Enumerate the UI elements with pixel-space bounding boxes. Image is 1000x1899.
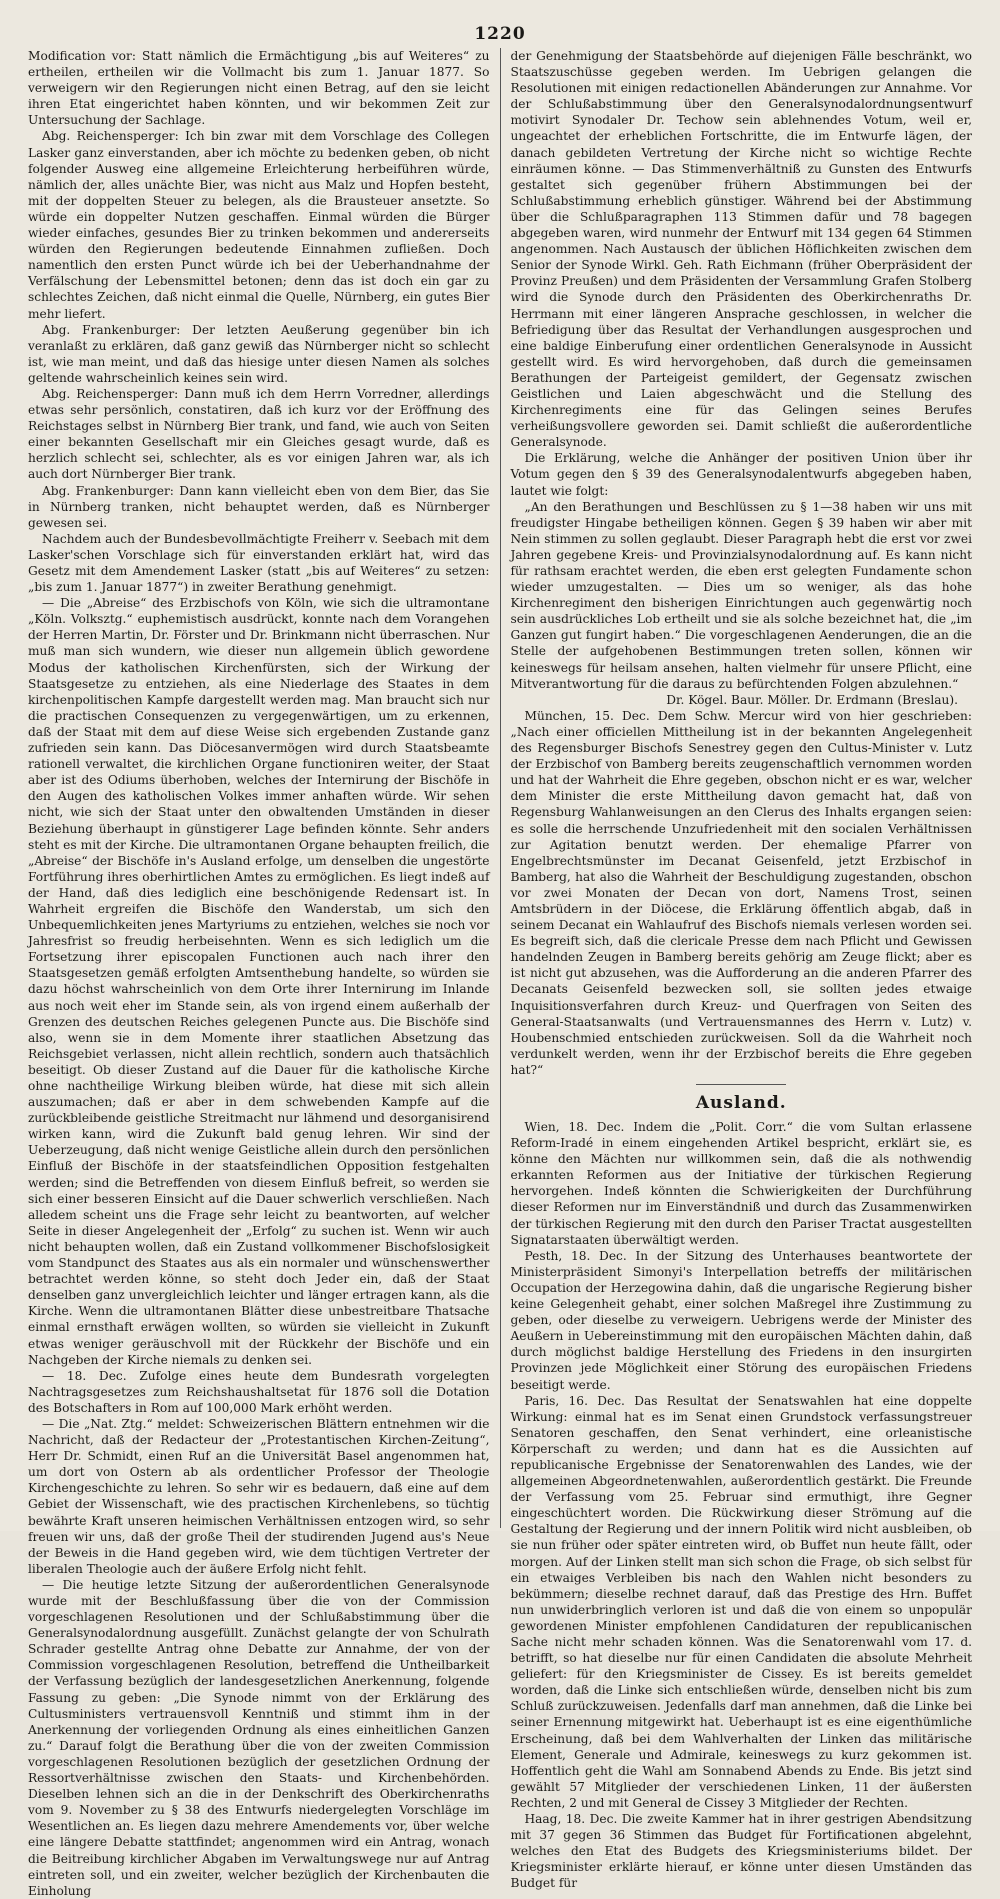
section-rule	[696, 1084, 786, 1085]
article-paragraph: Abg. Frankenburger: Dann kann vielleicht eben von dem Bier, das Sie in Nürnberg tranken, nicht behauptet werden, daß es Nürnberger gewesen sei.	[28, 483, 490, 530]
article-paragraph: Abg. Reichensperger: Ich bin zwar mit dem Vorschlage des Collegen Lasker ganz einverstanden, aber ich möchte zu bedenken geben, ob nicht folgender Ausweg eine allgemeine Erleichterung herbeiführen würde, nämlich der, alles unächte Bier, was nicht aus Malz und Hopfen besteht, mit der doppelten Steuer zu belegen, als die Brausteuer ansetzte. So würde ein doppelter Nutzen geschaffen. Einmal würden die Bürger wieder einfaches, gesundes Bier zu trinken bekommen und andererseits würden den Regierungen bedeutende Einnahmen zufließen. Doch namentlich den ersten Punct würde ich bei der Ueberhandnahme der Verfälschung der Lebensmittel betonen; denn das ist doch ein gar zu schlechtes Zeichen, daß nicht einmal die Quelle, Nürnberg, ein gutes Bier mehr liefert.	[28, 129, 490, 321]
article-paragraph: — Die „Nat. Ztg.“ meldet: Schweizerischen Blättern entnehmen wir die Nachricht, daß der Redacteur der „Protestantischen Kirchen-Zeitung“, Herr Dr. Schmidt, einen Ruf an die Universität Basel angenommen hat, um dort von Ostern ab als ordentlicher Professor der Theologie Kirchengeschichte zu lehren. So sehr wir es bedauern, daß eine auf dem Gebiet der Wissenschaft, wie des practischen Kirchenlebens, so tüchtig bewährte Kraft unseren heimischen Verhältnissen entzogen wird, so sehr freuen wir uns, daß der große Theil der studirenden Jugend aus's Neue der Beweis in die Hand gegeben wird, wie dem tüchtigen Vertreter der liberalen Theologie auch der äußere Erfolg nicht fehlt.	[28, 1416, 490, 1576]
signatories: Dr. Kögel. Baur. Möller. Dr. Erdmann (Breslau).	[666, 692, 958, 707]
article-paragraph: Haag, 18. Dec. Die zweite Kammer hat in ihrer gestrigen Abendsitzung mit 37 gegen 36 Stimmen das Budget für Fortificationen abgelehnt, welches den Etat des Budgets des Kriegsministeriums bildet. Der Kriegsminister erklärte hierauf, er könne unter diesen Umständen das Budget für	[510, 1812, 972, 1891]
columns	[28, 48, 972, 1898]
section-heading-ausland: Ausland.	[695, 1093, 787, 1113]
article-paragraph: Modification vor: Statt nämlich die Ermächtigung „bis auf Weiteres“ zu ertheilen, ertheilen wir die Vollmacht bis zum 1. Januar 1877. So verweigern wir den Regierungen nicht einen Betrag, auf den sie leicht ihren Etat eingerichtet haben könnten, und wir bekommen Zeit zur Untersuchung der Sachlage.	[28, 49, 490, 128]
article-paragraph: Abg. Frankenburger: Der letzten Aeußerung gegenüber bin ich veranlaßt zu erklären, daß ganz gewiß das Nürnberger nicht so schlecht ist, wie man meint, und daß das hiesige unter diesen Namen als solches geltende wahrscheinlich keines sein wird.	[28, 322, 490, 385]
page-number: 1220	[474, 24, 526, 44]
article-paragraph: München, 15. Dec. Dem Schw. Mercur wird von hier geschrieben: „Nach einer officiellen Mittheilung ist in der bekannten Angelegenheit des Regensburger Bischofs Senestrey gegen den Cultus-Minister v. Lutz der Erzbischof von Bamberg bereits zeugenschaftlich vernommen worden und hat der Wahrheit die Ehre gegeben, obschon nicht er es war, welcher dem Minister die erste Mittheilung davon gemacht hat, daß von Regensburg Wahlanweisungen an den Clerus des Inhalts ergangen seien: es solle die herrschende Unzufriedenheit mit den socialen Verhältnissen zur Agitation benutzt werden. Der ehemalige Pfarrer von Engelbrechtsmünster im Decanat Geisenfeld, jetzt Erzbischof in Bamberg, hat also die Wahrheit der Beschuldigung zugestanden, obschon vor zwei Monaten der Decan von dort, Namens Trost, seinen Amtsbrüdern in der Diöcese, die Erklärung öffentlich abgab, daß in seinem Decanat ein Wahlaufruf des Bischofs niemals verlesen worden sei. Es begreift sich, daß die clericale Presse dem nach Pflicht und Gewissen handelnden Zeugen in Bamberg bereits gehörig am Zeuge flickt; aber es ist nicht gut abzusehen, was die Aufforderung an die anderen Pfarrer des Decanats Geisenfeld bezwecken soll, sie sollten jedes etwaige Inquisitionsverfahren durch Kreuz- und Querfragen von Seiten des General-Staatsanwalts (und Vertrauensmannes des Herrn v. Lutz) v. Houbenschmied entschieden zurückweisen. Soll da die Wahrheit noch verdunkelt werden, wenn ihr der Erzbischof bereits die Ehre gegeben hat?“	[510, 708, 972, 1077]
article-paragraph: Paris, 16. Dec. Das Resultat der Senatswahlen hat eine doppelte Wirkung: einmal hat es im Senat einen Grundstock verfassungstreuer Senatoren geschaffen, den Senat verhindert, eine orleanistische Körperschaft zu werden; und dann hat es die Aussichten auf republicanische Ergebnisse der Senatorenwahlen des Landes, wie der allgemeinen Abgeordnetenwahlen, außerordentlich gestärkt. Die Freunde der Verfassung vom 25. Februar sind ermuthigt, ihre Gegner eingeschüchtert worden. Die Rückwirkung dieser Strömung auf die Gestaltung der Regierung und der innern Politik wird nicht ausbleiben, ob sie nun früher oder später eintreten wird, ob Buffet nun heute fällt, oder morgen. Auf der Linken stellt man sich schon die Frage, ob sich selbst für ein etwaiges Verbleiben bis nach den Wahlen nicht besonders zu bekümmern; dieselbe rechnet darauf, daß das Prestige des Hrn. Buffet nun unwiderbringlich verloren ist und daß die von einem so unpopulär gewordenen Minister empfohlenen Candidaturen der republicanischen Sache nicht mehr schaden können. Was die Senatorenwahl vom 17. d. betrifft, so hat dieselbe nur für einen Candidaten die absolute Mehrheit geliefert: für den Kriegsminister de Cissey. Es ist bereits gemeldet worden, daß die Linke sich entschließen würde, denselben nicht bis zum Schluß zurückzuweisen. Jedenfalls darf man annehmen, daß die Linke bei seiner Ernennung mitgewirkt hat. Ueberhaupt ist es eine eigenthümliche Erscheinung, daß bei dem Wahlverhalten der Linken das militärische Element, Generale und Admirale, keineswegs zu kurz gekommen ist. Hoffentlich geht die Wahl am Sonnabend Abends zu Ende. Bis jetzt sind gewählt 57 Mitglieder der verschiedenen Linken, 11 der äußersten Rechten, 2 und mit General de Cissey 3 Mitglieder der Rechten.	[510, 1393, 972, 1810]
article-paragraph: — 18. Dec. Zufolge eines heute dem Bundesrath vorgelegten Nachtragsgesetzes zum Reichshaushaltsetat für 1876 soll die Dotation des Botschafters in Rom auf 100,000 Mark erhöht werden.	[28, 1368, 490, 1415]
right-column	[503, 48, 973, 1891]
article-paragraph: Nachdem auch der Bundesbevollmächtigte Freiherr v. Seebach mit dem Lasker'schen Vorschlage sich für einverstanden erklärt hat, wird das Gesetz mit dem Amendement Lasker (statt „bis auf Weiteres“ zu setzen: „bis zum 1. Januar 1877“) in zweiter Berathung genehmigt.	[28, 531, 490, 595]
article-paragraph: — Die „Abreise“ des Erzbischofs von Köln, wie sich die ultramontane „Köln. Volksztg.“ euphemistisch ausdrückt, konnte nach dem Vorangehen der Herren Martin, Dr. Förster und Dr. Brinkmann nicht überraschen. Nur muß man sich wundern, wie dieser nun allgemein üblich gewordene Modus der katholischen Kirchenfürsten, sich der Wirkung der Staatsgesetze zu entziehen, als eine Niederlage des Staates in dem kirchenpolitischen Kampfe dargestellt werden mag. Man braucht sich nur die practischen Consequenzen zu vergegenwärtigen, um zu erkennen, daß der Staat mit dem auf diese Weise sich ergebenden Zustande ganz zufrieden sein kann. Das Diöcesanvermögen wird durch Staatsbeamte rationell verwaltet, die kirchlichen Organe functioniren weiter, der Staat aber ist des Odiums überhoben, welches der Internirung der Bischöfe in den Augen des katholischen Volkes immer anhaften würde. Wir sehen nicht, wie sich der Staat unter den obwaltenden Umständen in dieser Beziehung überhaupt in günstigerer Lage befinden könnte. Sehr anders steht es mit der Kirche. Die ultramontanen Organe behaupten freilich, die „Abreise“ der Bischöfe in's Ausland erfolge, um denselben die ungestörte Fortführung ihres oberhirtlichen Amtes zu ermöglichen. Es liegt indeß auf der Hand, daß dies lediglich eine beschönigende Redensart ist. In Wahrheit ergreifen die Bischöfe den Wanderstab, um sich den Unbequemlichkeiten jenes Martyriums zu entziehen, welches sie noch vor Jahresfrist so freudig herbeisehnten. Wenn es sich lediglich um die Fortsetzung ihrer episcopalen Functionen auch nach ihrer den Staatsgesetzen gemäß erfolgten Amtsenthebung handelte, so würden sie dazu höchst wahrscheinlich von dem Orte ihrer Internirung im Inlande aus noch weit eher im Stande sein, als von irgend einem außerhalb der Grenzen des deutschen Reiches gelegenen Puncte aus. Die Bischöfe sind also, wenn sie in dem Momente ihrer staatlichen Absetzung das Reichsgebiet verlassen, nicht allein rechtlich, sondern auch thatsächlich beseitigt. Ob dieser Zustand auf die Dauer für die katholische Kirche ohne nachtheilige Wirkung bleiben würde, hat diese mit sich allein auszumachen; daß er aber in dem schwebenden Kampfe auf die zurückbleibende geistliche Streitmacht nur lähmend und desorganisirend wirken kann, wird die Zukunft bald genug lehren. Wir sind der Ueberzeugung, daß nicht wenige Geistliche allein durch den persönlichen Einfluß der Bischöfe in der staatsfeindlichen Opposition festgehalten werden; sind die Betreffenden von diesem Einfluß befreit, so werden sie sich einer besseren Einsicht auf die Dauer schwerlich verschließen. Nach alledem scheint uns die Frage sehr leicht zu beantworten, auf welcher Seite in dieser Angelegenheit der „Erfolg“ zu suchen ist. Wenn wir auch nicht behaupten wollen, daß ein Zustand vollkommener Bischofslosigkeit vom Standpunct des Staates aus als ein normaler und wünschenswerther betrachtet werden könne, so steht doch Jeder ein, daß der Staat denselben ganz unvergleichlich leichter und länger ertragen kann, als die Kirche. Wenn die ultramontanen Blätter diese unbestreitbare Thatsache einmal ernsthaft erwägen wollten, so würden sie vielleicht in Zukunft etwas weniger geräuschvoll mit der Rückkehr der Bischöfe und ein Nachgeben der Kirche niemals zu denken sei.	[28, 596, 490, 1367]
article-paragraph: Die Erklärung, welche die Anhänger der positiven Union über ihr Votum gegen den § 39 des Generalsynodalentwurfs abgegeben haben, lautet wie folgt:	[510, 451, 972, 498]
column-divider	[500, 48, 501, 1528]
article-paragraph: Abg. Reichensperger: Dann muß ich dem Herrn Vorredner, allerdings etwas sehr persönlich, constatiren, daß ich kurz vor der Eröffnung des Reichstages selbst in Nürnberg Bier trank, und fand, wie auch von Seiten einer bekannten Gesellschaft mir ein Gleiches gesagt wurde, daß es herzlich schlecht sei, schlechter, als es vor einigen Jahren war, als ich auch dort Nürnberger Bier trank.	[28, 386, 490, 482]
article-paragraph: Pesth, 18. Dec. In der Sitzung des Unterhauses beantwortete der Ministerpräsident Simonyi's Interpellation betreffs der militärischen Occupation der Herzegowina dahin, daß die ungarische Regierung bisher keine Gelegenheit gehabt, einer solchen Maßregel ihre Zustimmung zu geben, oder dieselbe zu verweigern. Uebrigens werde der Minister des Aeußern in Uebereinstimmung mit den europäischen Mächten dahin, daß durch möglichst baldige Herstellung des Friedens in den insurgirten Provinzen jede Möglichkeit einer Störung des europäischen Friedens beseitigt werde.	[510, 1248, 972, 1392]
article-paragraph: Wien, 18. Dec. Indem die „Polit. Corr.“ die vom Sultan erlassene Reform-Iradé in einem eingehenden Artikel bespricht, erklärt sie, es könne den Mächten nur willkommen sein, daß die als nothwendig erkannten Reformen aus der Initiative der türkischen Regierung hervorgehen. Indeß könnten die Schwierigkeiten der Durchführung dieser Reformen nur im Einverständniß und durch das Zusammenwirken der türkischen Regierung mit den durch den Pariser Tractat ausgestellten Signatarstaaten überwältigt werden.	[510, 1120, 972, 1247]
left-column	[28, 48, 498, 1898]
article-paragraph: der Genehmigung der Staatsbehörde auf diejenigen Fälle beschränkt, wo Staatszuschüsse gegeben werden. Im Uebrigen gelangen die Resolutionen mit einigen redactionellen Abänderungen zur Annahme. Vor der Schlußabstimmung über den Generalsynodalordnungsentwurf motivirt Synodaler Dr. Techow sein ablehnendes Votum, weil er, ungeachtet der erheblichen Fortschritte, die im Entwurfe lägen, der danach gebildeten Vertretung der Kirche nicht so wichtige Rechte einräumen könne. — Das Stimmenverhältniß zu Gunsten des Entwurfs gestaltet sich gegenüber frühern Abstimmungen bei der Schlußabstimmung erheblich günstiger. Während bei der Abstimmung über die Schlußparagraphen 113 Stimmen dafür und 78 bagegen abgegeben waren, wird nunmehr der Entwurf mit 134 gegen 64 Stimmen angenommen. Nach Austausch der üblichen Höflichkeiten zwischen dem Senior der Synode Wirkl. Geh. Rath Eichmann (früher Oberpräsident der Provinz Preußen) und dem Präsidenten der Versammlung Grafen Stolberg wird die Synode durch den Präsidenten des Oberkirchenraths Dr. Herrmann mit einer längeren Ansprache geschlossen, in welcher die Befriedigung über das Resultat der Verhandlungen ausgesprochen und eine baldige Einberufung einer ordentlichen Generalsynode in Aussicht gestellt wird. Es wird hervorgehoben, daß durch die gemeinsamen Berathungen der Parteigeist gemildert, der Gegensatz zwischen Geistlichen und Laien abgeschwächt und die Stellung des Kirchenregiments eine für das Gelingen seines Berufes verheißungsvollere geworden sei. Damit schließt die außerordentliche Generalsynode.	[510, 49, 972, 450]
article-paragraph: — Die heutige letzte Sitzung der außerordentlichen Generalsynode wurde mit der Beschlußfassung über die von der Commission vorgeschlagenen Resolutionen und der Schlußabstimmung über die Generalsynodalordnung ausgefüllt. Zunächst gelangte der von Schulrath Schrader gestellte Antrag ohne Debatte zur Annahme, der von der Commission vorgeschlagenen Resolution, betreffend die Untheilbarkeit der Verfassung bezüglich der landesgesetzlichen Anerkennung, folgende Fassung zu geben: „Die Synode nimmt von der Erklärung des Cultusministers vertrauensvoll Kenntniß und stimmt ihm in der Anerkennung der vorliegenden Ordnung als eines einheitlichen Ganzen zu.“ Darauf folgt die Berathung über die von der zweiten Commission vorgeschlagenen Resolutionen bezüglich der gesetzlichen Ordnung der Ressortverhältnisse zwischen den Staats- und Kirchenbehörden. Dieselben lehnen sich an die in der Denkschrift des Oberkirchenraths vom 9. November zu § 38 des Entwurfs niedergelegten Vorschläge im Wesentlichen an. Es liegen dazu mehrere Amendements vor, über welche eine längere Debatte stattfindet; angenommen wird ein Antrag, wonach die Beitreibung kirchlicher Abgaben im Verwaltungswege nur auf Antrag eintreten soll, und ein zweiter, welcher bezüglich der Kirchenbauten die Einholung	[28, 1577, 490, 1898]
quoted-declaration: „An den Berathungen und Beschlüssen zu § 1—38 haben wir uns mit freudigster Hingabe betheiligen können. Gegen § 39 haben wir aber mit Nein stimmen zu sollen geglaubt. Dieser Paragraph hebt die erst vor zwei Jahren gegebene Kreis- und Provinzialsynodalordnung auf. Es kann nicht für rathsam erachtet werden, die eben erst gelegten Fundamente schon wieder umzugestalten. — Dies um so weniger, als das hohe Kirchenregiment den bisherigen Einrichtungen auch gegenwärtig noch sein ausdrückliches Lob ertheilt und sie als solche bezeichnet hat, die „im Ganzen gut fungirt haben.“ Die vorgeschlagenen Aenderungen, die an die Stelle der aufgehobenen Bestimmungen treten sollen, können wir keineswegs für heilsam ansehen, halten vielmehr für unsere Pflicht, eine Mitverantwortung für die daraus zu befürchtenden Folgen abzulehnen.“	[510, 499, 972, 691]
